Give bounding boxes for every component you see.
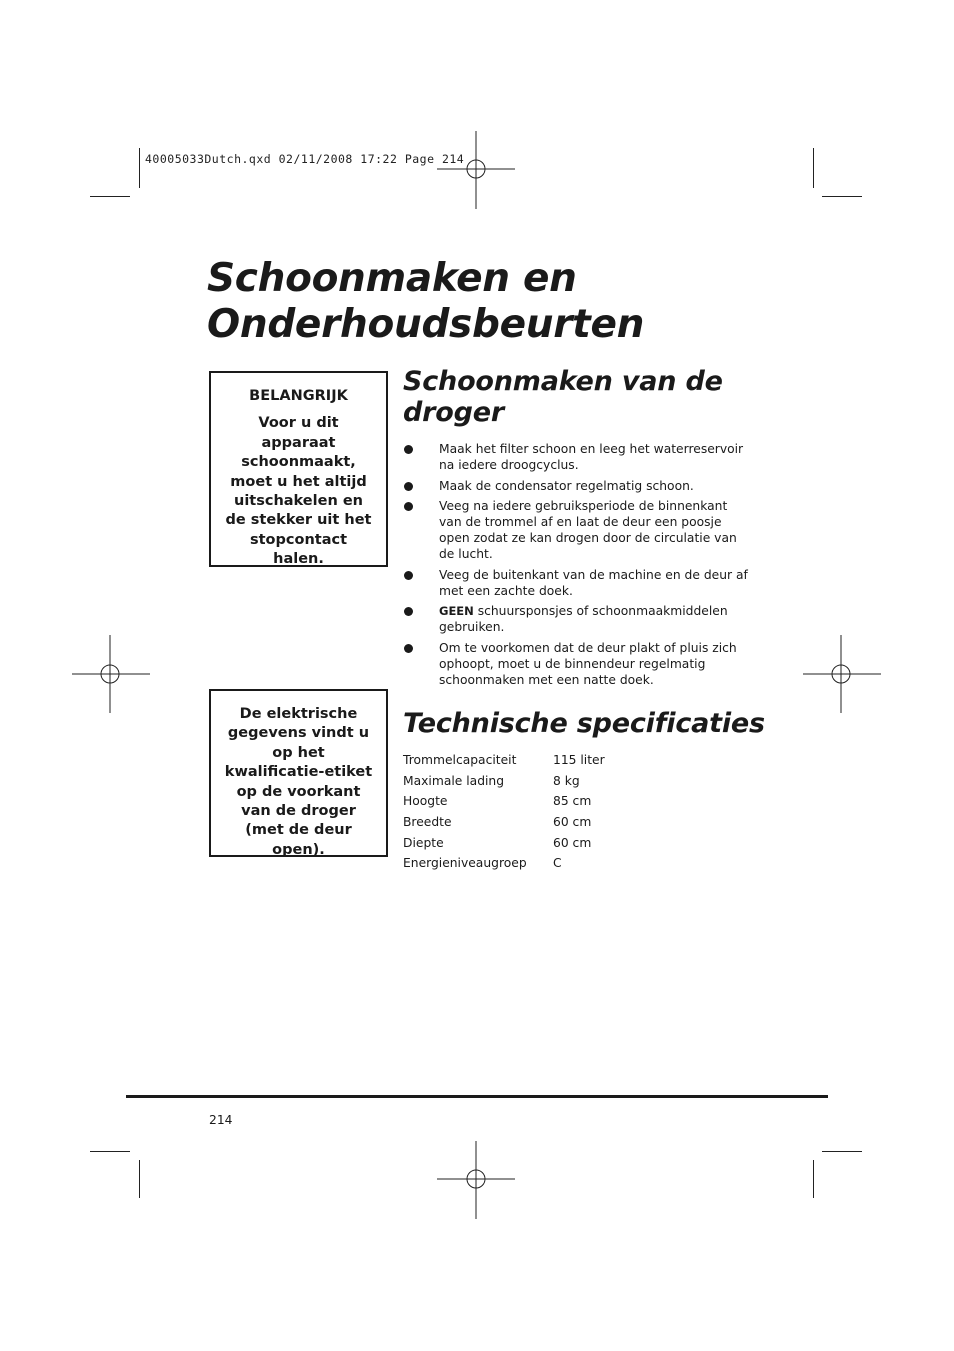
list-item-text: Veeg na iedere gebruiksperiode de binnenkant van de trommel af en laat de deur een poosje open zodat ze kan drogen door de circulatie van de lucht. — [439, 499, 737, 561]
spec-value: 8 kg — [553, 773, 580, 788]
list-item — [403, 441, 748, 473]
notice-title: BELANGRIJK — [249, 388, 348, 404]
crop-mark — [813, 148, 814, 188]
specs-heading: Technische specificaties — [403, 708, 765, 739]
list-item — [403, 640, 748, 688]
table-row — [403, 832, 605, 853]
table-row — [403, 791, 605, 812]
crop-mark — [813, 1160, 814, 1198]
page-number: 214 — [209, 1113, 233, 1127]
list-item — [403, 603, 748, 635]
bullet-icon — [404, 445, 413, 454]
spec-label: Energieniveaugroep — [403, 856, 527, 871]
table-row — [403, 853, 605, 874]
spec-value: 115 liter — [553, 753, 605, 768]
crop-mark — [822, 1151, 862, 1152]
important-notice-box — [209, 371, 388, 567]
spec-label: Trommelcapaciteit — [403, 753, 517, 768]
registration-mark-icon — [437, 1141, 515, 1219]
crop-mark — [139, 1160, 140, 1198]
crop-mark — [90, 1151, 130, 1152]
list-item-text: Maak het filter schoon en leeg het waterreservoir na iedere droogcyclus. — [439, 442, 744, 472]
table-row — [403, 771, 605, 792]
spec-label: Maximale lading — [403, 773, 505, 788]
bullet-icon — [404, 607, 413, 616]
crop-mark — [822, 196, 862, 197]
spec-label: Diepte — [403, 835, 444, 850]
page-title-line-2: Onderhoudsbeurten — [207, 302, 645, 347]
page-title — [207, 256, 644, 348]
list-item — [403, 498, 748, 562]
electrical-info-box — [209, 689, 388, 857]
registration-mark-icon — [72, 635, 150, 713]
print-slug: 40005033Dutch.qxd 02/11/2008 17:22 Page 214 — [145, 152, 465, 166]
specs-table — [403, 750, 605, 874]
spec-value: 60 cm — [553, 835, 592, 850]
registration-mark-icon — [803, 635, 881, 713]
bullet-icon — [404, 482, 413, 491]
spec-value: C — [553, 856, 562, 871]
table-row — [403, 750, 605, 771]
crop-mark — [90, 196, 130, 197]
table-row — [403, 812, 605, 833]
bullet-icon — [404, 502, 413, 511]
spec-value: 60 cm — [553, 815, 592, 830]
page-title-line-1: Schoonmaken en — [207, 256, 577, 301]
spec-label: Breedte — [403, 815, 452, 830]
list-item — [403, 567, 748, 599]
bullet-icon — [404, 644, 413, 653]
registration-mark-icon — [437, 131, 515, 209]
list-item-text: Veeg de buitenkant van de machine en de deur af met een zachte doek. — [439, 567, 748, 598]
list-item-text: Om te voorkomen dat de deur plakt of pluis zich ophoopt, moet u de binnendeur regelmatig schoonmaken met een natte doek. — [439, 640, 737, 687]
list-item — [403, 478, 748, 494]
list-item-emphasis: GEEN — [439, 604, 474, 618]
footer-rule — [126, 1095, 828, 1098]
crop-mark — [139, 148, 140, 188]
list-item-text: Maak de condensator regelmatig schoon. — [439, 478, 694, 493]
spec-value: 85 cm — [553, 794, 592, 809]
notice-text: Voor u dit apparaat schoonmaakt, moet u het altijd uitschakelen en de stekker uit het stopcontact halen. — [225, 415, 372, 568]
cleaning-heading: Schoonmaken van de droger — [403, 366, 723, 428]
list-item-text: schuursponsjes of schoonmaakmiddelen gebruiken. — [439, 604, 728, 634]
cleaning-list — [403, 441, 748, 692]
info-text: De elektrische gegevens vindt u op het kwalificatie-etiket op de voorkant van de droger (met de deur open). — [224, 706, 373, 858]
spec-label: Hoogte — [403, 794, 448, 809]
bullet-icon — [404, 571, 413, 580]
